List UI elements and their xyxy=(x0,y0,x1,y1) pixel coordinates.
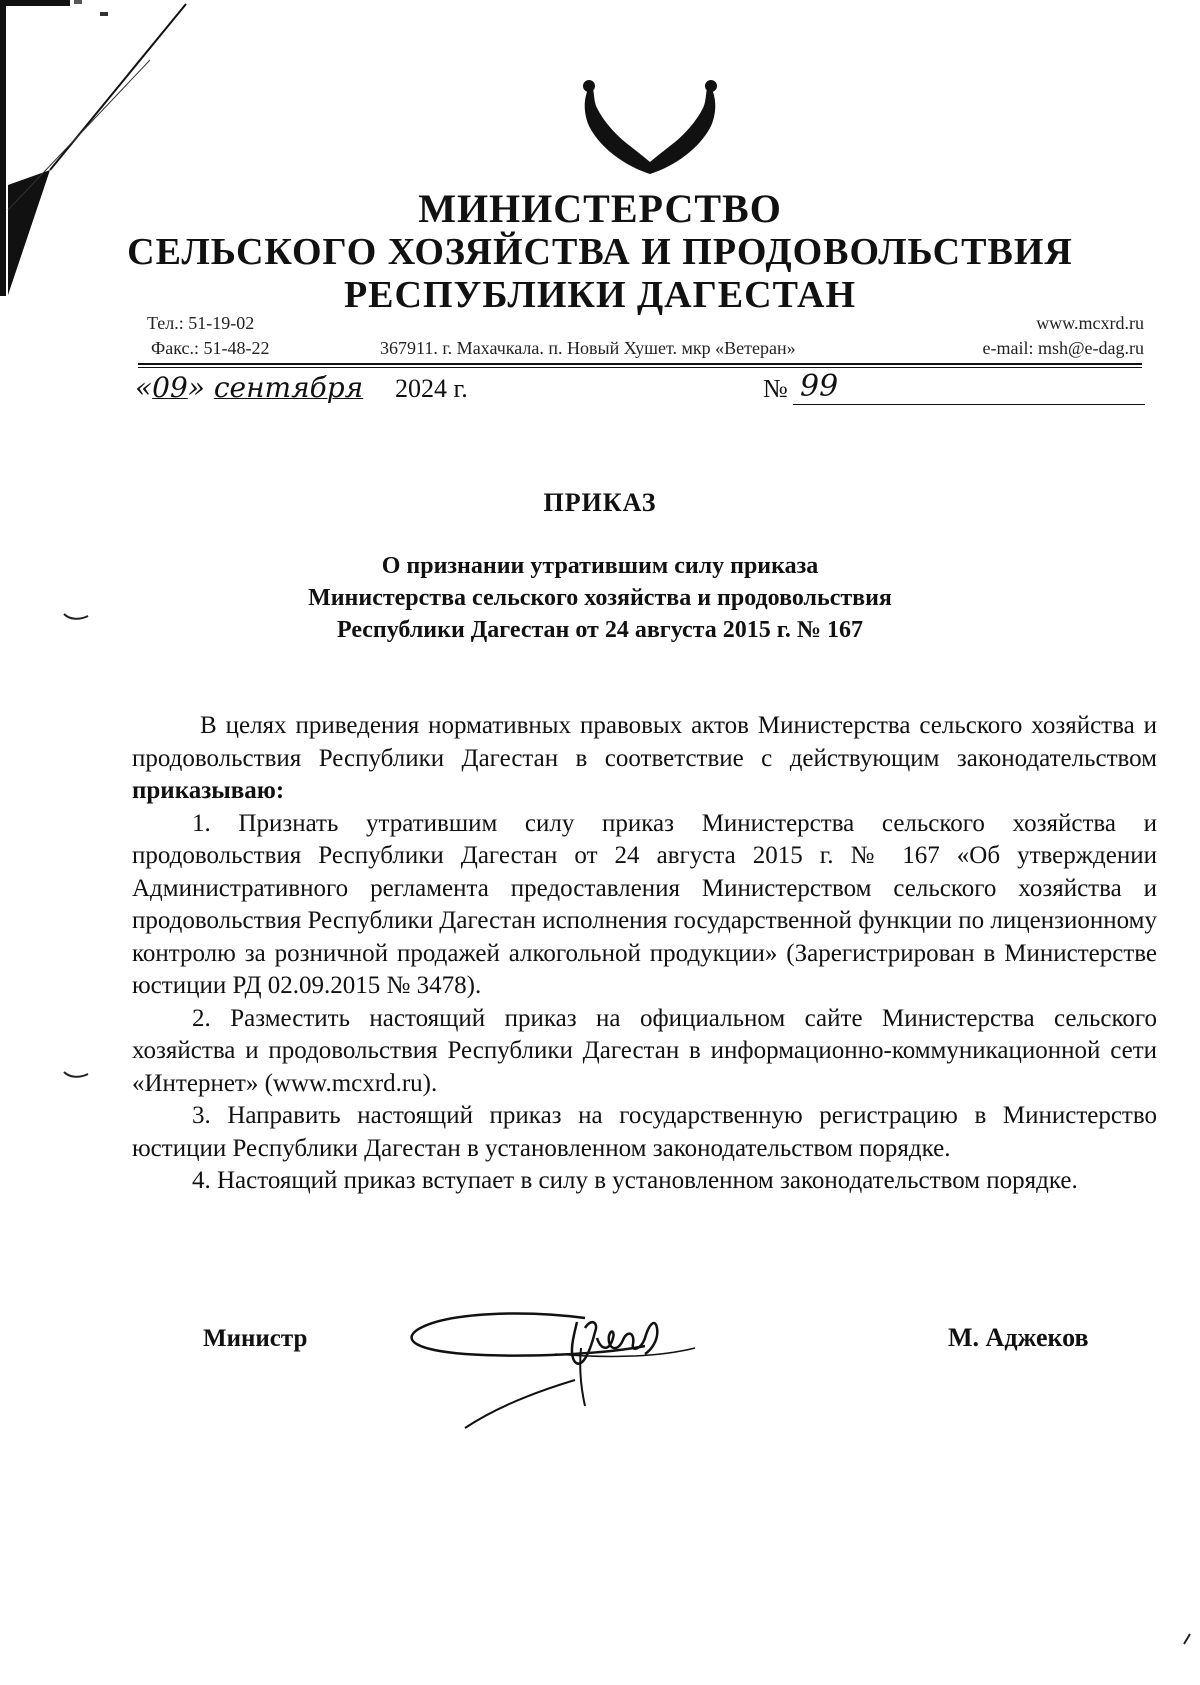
email-address: e-mail: msh@e-dag.ru xyxy=(982,338,1144,358)
signatory-title: Министр xyxy=(203,1325,308,1352)
header-rule-thin xyxy=(138,367,1142,368)
order-item-3: 3. Направить настоящий приказ на государственную регистрацию в Министерство юстиции Республики Дагестан в установленном законодательством порядке. xyxy=(132,1102,1157,1162)
ministry-title-line-3: РЕСПУБЛИКИ ДАГЕСТАН xyxy=(343,274,857,316)
margin-mark xyxy=(1182,1632,1194,1646)
handwritten-date: «09» сентября xyxy=(135,371,364,404)
header-rule-thick xyxy=(138,363,1142,365)
ministry-emblem-icon xyxy=(565,76,735,176)
handwritten-signature-icon xyxy=(405,1288,735,1438)
handwritten-order-number: 99 xyxy=(800,369,839,404)
fax-number: Факс.: 51-48-22 xyxy=(151,338,270,358)
ministry-title-line-1: МИНИСТЕРСТВО xyxy=(418,186,782,231)
margin-mark xyxy=(62,610,92,624)
signatory-name: М. Аджеков xyxy=(948,1323,1089,1352)
ministry-title-line-2: СЕЛЬСКОГО ХОЗЯЙСТВА И ПРОДОВОЛЬСТВИЯ xyxy=(127,231,1073,273)
intro-paragraph: В целях приведения нормативных правовых актов Министерства сельского хозяйства и продовольствия Республики Дагестан в соответствие с действующим законодательством приказываю: xyxy=(132,712,1157,804)
subject-line-1: О признании утратившим силу приказа xyxy=(381,553,819,579)
subject-line-2: Министерства сельского хозяйства и продовольствия xyxy=(308,585,892,611)
document-type-heading: ПРИКАЗ xyxy=(543,488,657,517)
order-item-4: 4. Настоящий приказ вступает в силу в установленном законодательством порядке. xyxy=(192,1167,1078,1194)
order-body xyxy=(132,710,1157,1198)
margin-mark xyxy=(62,1068,92,1082)
number-underline xyxy=(793,404,1145,405)
subject-line-3: Республики Дагестан от 24 августа 2015 г. № 167 xyxy=(336,617,864,643)
phone-number: Тел.: 51-19-02 xyxy=(147,313,255,333)
number-label: № xyxy=(763,374,788,403)
postal-address: 367911. г. Махачкала. п. Новый Хушет. мкр «Ветеран» xyxy=(380,338,796,358)
date-year: 2024 г. xyxy=(395,374,468,403)
order-item-1: 1. Признать утратившим силу приказ Министерства сельского хозяйства и продовольствия Республики Дагестан от 24 августа 2015 г. № 167 «Об утверждении Административного регламента предоставления Министерством сельского хозяйства и продовольствия Республики Дагестан исполнения государственной функции по лицензионному контролю за розничной продажей алкогольной продукции» (Зарегистрирован в Министерстве юстиции РД 02.09.2015 № 3478). xyxy=(132,809,1157,999)
date-number-row xyxy=(135,369,1145,409)
date-day: 09 xyxy=(152,371,188,404)
date-month: сентября xyxy=(213,371,364,404)
order-verb: приказываю: xyxy=(132,777,285,804)
website-address: www.mcxrd.ru xyxy=(1036,313,1144,333)
order-item-2: 2. Разместить настоящий приказ на официальном сайте Министерства сельского хозяйства и продовольствия Республики Дагестан в информационно-коммуникационной сети «Интернет» (www.mcxrd.ru). xyxy=(132,1004,1157,1097)
